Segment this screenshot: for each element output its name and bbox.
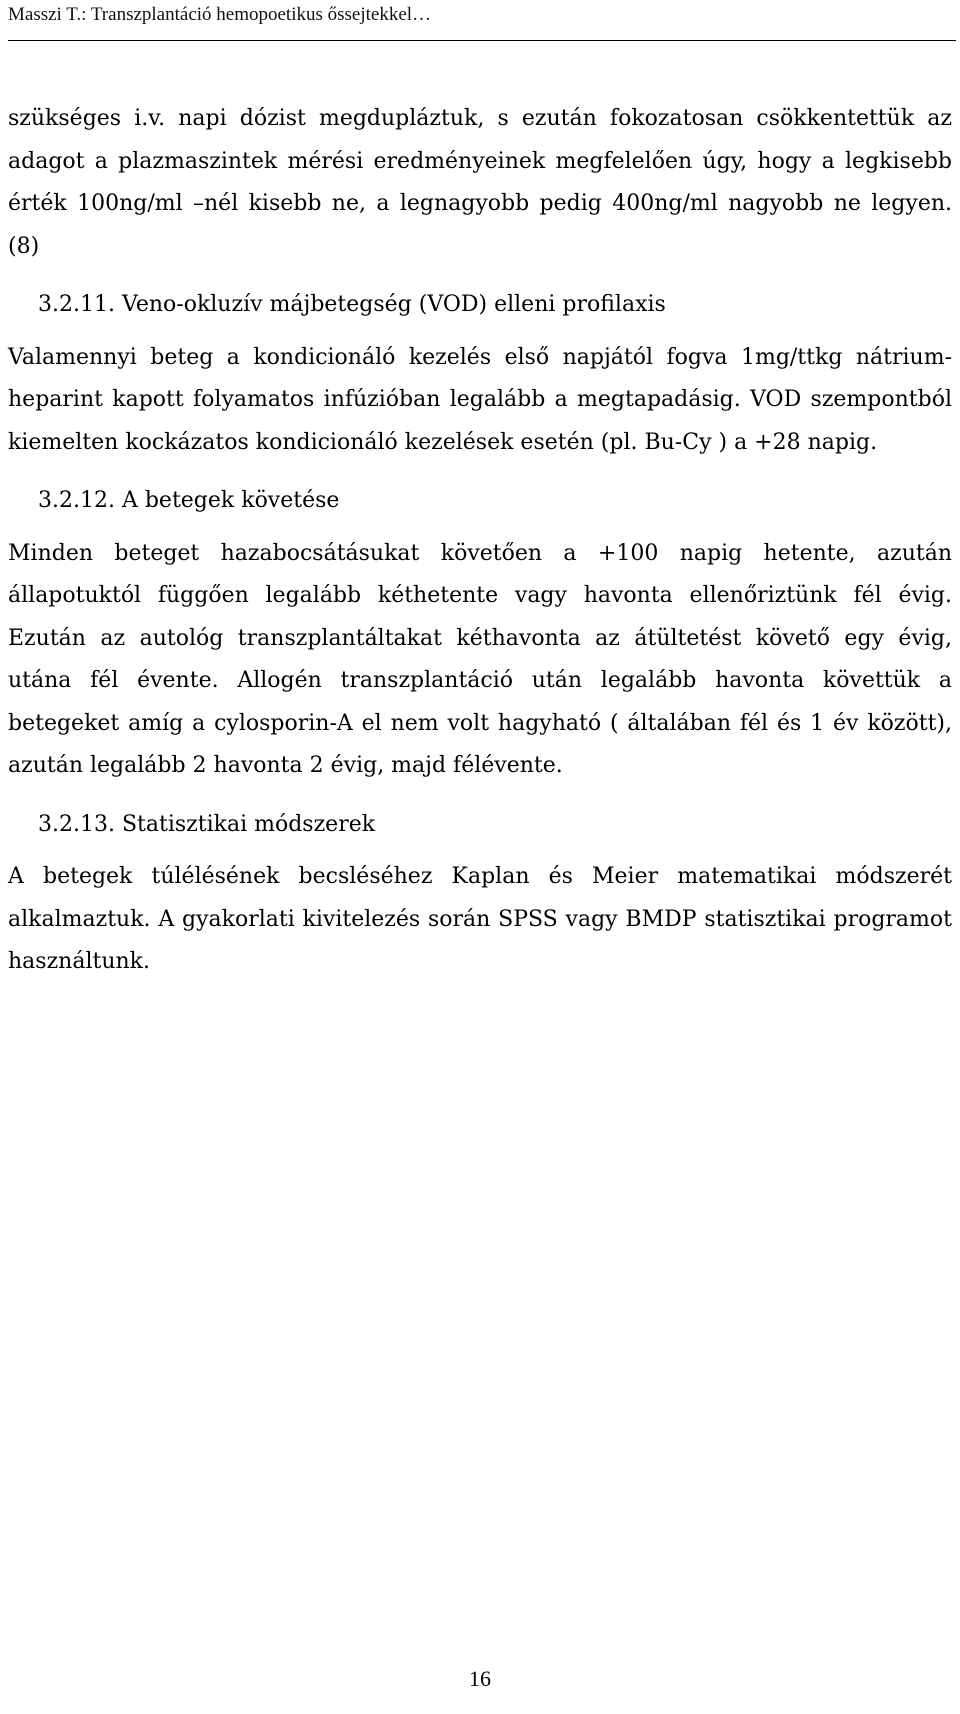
section-body-follow-up: Minden beteget hazabocsátásukat követően a +100 napig hetente, azután állapotuktól függően legalább kéthetente vagy havonta ellenőriztünk fél évig. Ezután az autológ transzplantáltakat kéthavonta az átültetést követő egy évig, utána fél évente. Allogén transzplantáció után legalább havonta követtük a betegeket amíg a cylosporin-A el nem volt hagyható ( általában fél és 1 év között), azután legalább 2 havonta 2 évig, majd félévente. <box>8 540 952 778</box>
section-body-vod: Valamennyi beteg a kondicionáló kezelés első napjától fogva 1mg/ttkg nátrium-heparint kapott folyamatos infúzióban legalább a megtapadásig. VOD szempontból kiemelten kockázatos kondicionáló kezelések esetén (pl. Bu-Cy ) a +28 napig. <box>8 344 952 455</box>
section-body-statistics: A betegek túlélésének becsléséhez Kaplan és Meier matematikai módszerét alkalmaztuk. A gyakorlati kivitelezés során SPSS vagy BMDP statisztikai programot használtunk. <box>8 864 952 974</box>
intro-paragraph: szükséges i.v. napi dózist megdupláztuk, s ezután fokozatosan csökkentettük az adagot a plazmaszintek mérési eredményeinek megfelelően úgy, hogy a legkisebb érték 100ng/ml –nél kisebb ne, a legnagyobb pedig 400ng/ml nagyobb ne legyen. (8) <box>8 106 952 259</box>
running-header: Masszi T.: Transzplantáció hemopoetikus őssejtekkel… <box>8 4 432 25</box>
page-number: 16 <box>469 1666 491 1691</box>
document-body <box>8 98 952 984</box>
section-heading-follow-up: 3.2.12. A betegek követése <box>38 488 340 513</box>
header-divider <box>8 40 956 41</box>
section-heading-vod: 3.2.11. Veno-okluzív májbetegség (VOD) elleni profilaxis <box>38 292 666 317</box>
section-heading-statistics: 3.2.13. Statisztikai módszerek <box>38 811 376 837</box>
